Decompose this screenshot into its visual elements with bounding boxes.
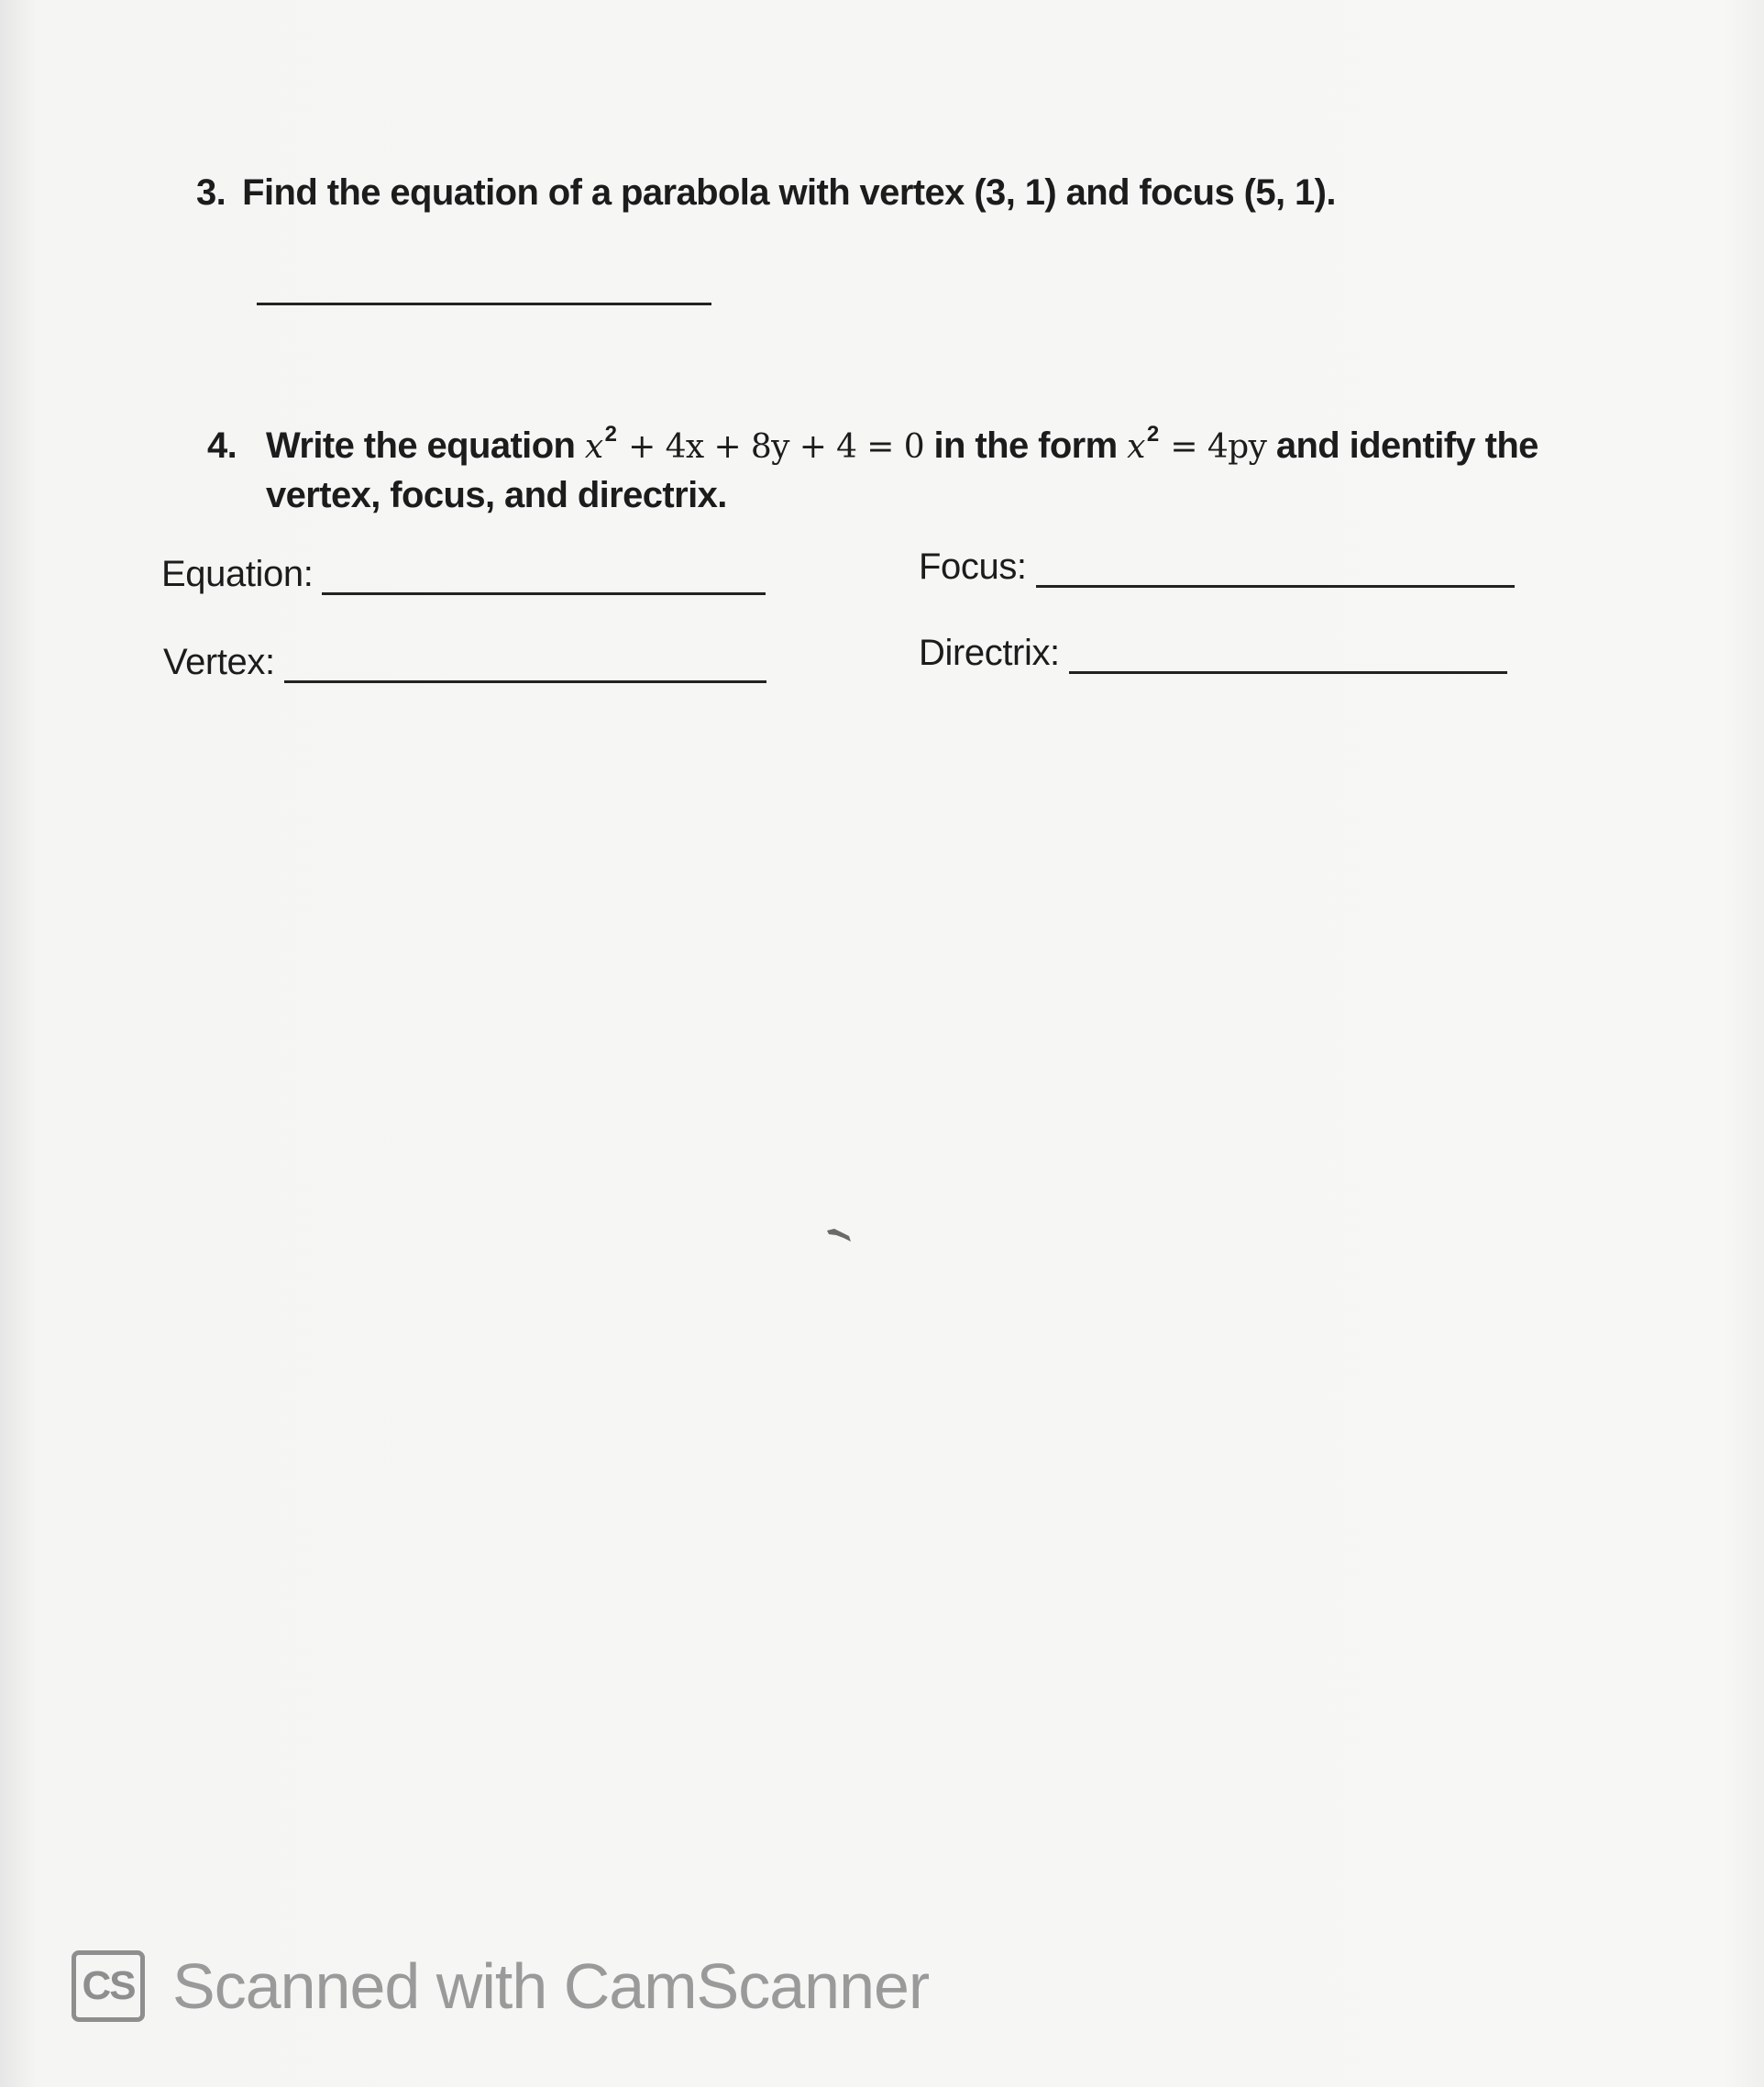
question-4-line-2: vertex, focus, and directrix. [266, 475, 727, 515]
focus-field [919, 547, 1515, 588]
form-variable: x [1127, 428, 1145, 466]
question-4-standard-form [1127, 422, 1267, 466]
question-3-text: Find the equation of a parabola with vertex (3, 1) and focus (5, 1). [242, 172, 1336, 213]
watermark-text: Scanned with CamScanner [172, 1950, 930, 2022]
equation-field [161, 554, 766, 595]
equation-exponent: 2 [604, 422, 617, 447]
vertex-label: Vertex: [163, 642, 275, 682]
directrix-field [919, 633, 1507, 674]
question-3 [196, 172, 1336, 214]
equation-blank[interactable] [322, 563, 766, 595]
form-exponent: 2 [1146, 422, 1159, 447]
directrix-label: Directrix: [919, 633, 1060, 673]
question-4-text-part3: and identify the [1266, 425, 1538, 466]
question-4-equation [584, 422, 925, 466]
camscanner-watermark [72, 1949, 929, 2023]
vertex-field [163, 642, 766, 683]
question-4-text-part1: Write the equation [266, 425, 585, 466]
equation-variable: x [584, 428, 603, 466]
question-4-number: 4. [207, 425, 237, 466]
directrix-blank[interactable] [1069, 642, 1507, 674]
question-4-text-part2: in the form [924, 425, 1128, 466]
equation-label: Equation: [161, 554, 314, 594]
vertex-blank[interactable] [284, 651, 766, 683]
form-rest: = 4py [1160, 428, 1267, 466]
question-3-answer-line [257, 303, 711, 305]
camscanner-logo: CS [72, 1950, 145, 2022]
focus-blank[interactable] [1036, 556, 1515, 588]
focus-label: Focus: [919, 547, 1027, 587]
question-3-number: 3. [196, 172, 226, 213]
equation-rest: + 4x + 8y + 4 = 0 [618, 428, 925, 466]
question-4 [207, 411, 1538, 519]
ink-smudge [825, 1227, 853, 1243]
